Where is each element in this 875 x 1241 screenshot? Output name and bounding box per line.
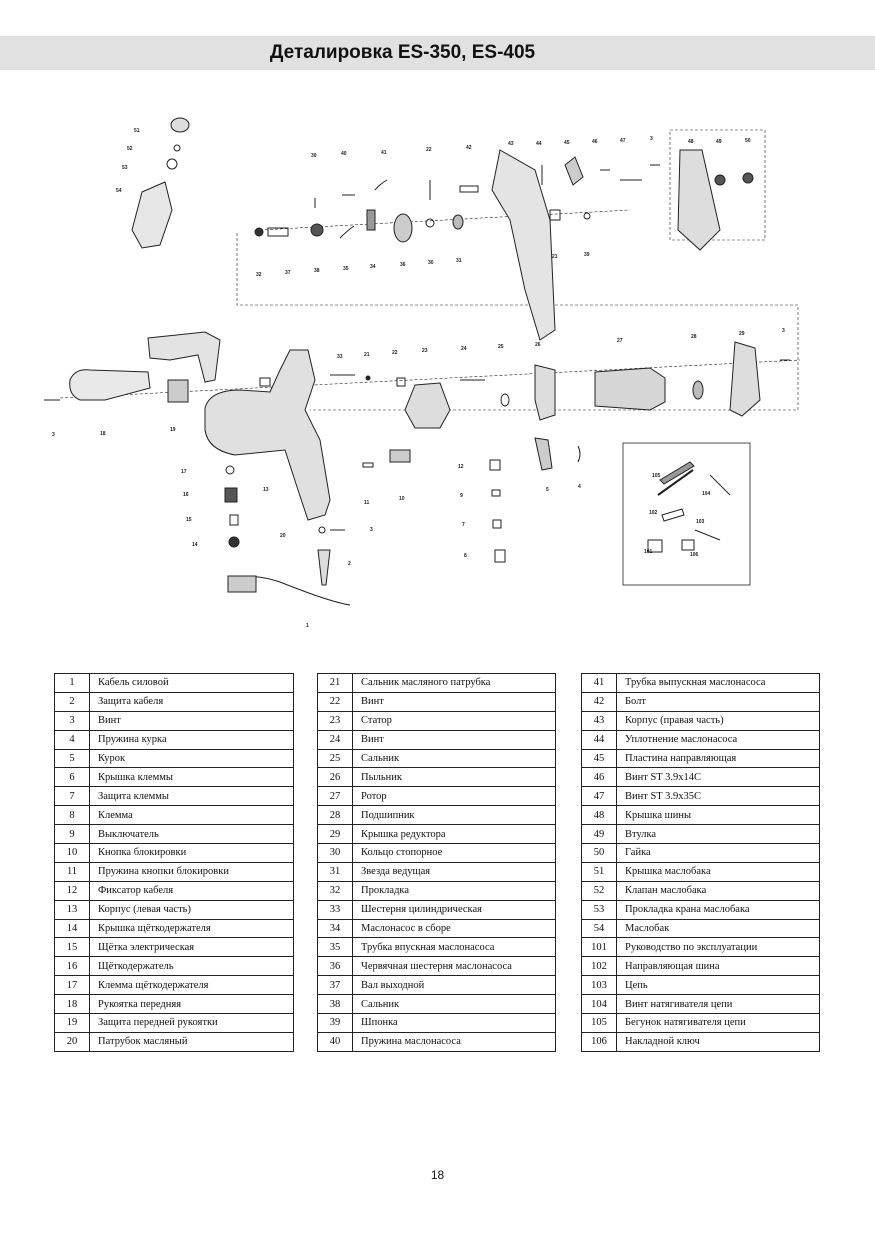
part-name: Прокладка крана маслобака [617, 900, 820, 919]
diagram-label-12: 12 [458, 464, 464, 470]
diagram-label-8: 8 [464, 553, 467, 559]
diagram-label-25: 25 [498, 344, 504, 350]
part-name: Крышка редуктора [353, 825, 556, 844]
diagram-label-30b: 30 [428, 260, 434, 266]
table-row [582, 938, 820, 957]
part-number: 16 [55, 957, 90, 976]
diagram-label-21b: 21 [364, 352, 370, 358]
part-number: 39 [318, 1014, 353, 1033]
part-name: Крышка щёткодержателя [90, 919, 294, 938]
diagram-label-23: 23 [422, 348, 428, 354]
part-name: Кнопка блокировки [90, 844, 294, 863]
part-name: Корпус (правая часть) [617, 711, 820, 730]
table-row [582, 711, 820, 730]
part-name: Прокладка [353, 881, 556, 900]
table-row [318, 1032, 556, 1051]
part-name: Маслобак [617, 919, 820, 938]
table-row [55, 919, 294, 938]
part-name: Цепь [617, 976, 820, 995]
part-number: 27 [318, 787, 353, 806]
table-row [55, 825, 294, 844]
table-row [318, 957, 556, 976]
part-number: 103 [582, 976, 617, 995]
part-name: Корпус (левая часть) [90, 900, 294, 919]
table-row [582, 881, 820, 900]
diagram-label-104: 104 [702, 491, 711, 497]
table-row [318, 881, 556, 900]
part-number: 20 [55, 1032, 90, 1051]
diagram-label-32: 32 [256, 272, 262, 278]
part-number: 10 [55, 844, 90, 863]
diagram-label-48: 48 [688, 139, 694, 145]
parts-table-2 [317, 673, 556, 1052]
diagram-label-3b: 3 [782, 328, 785, 334]
part-number: 105 [582, 1014, 617, 1033]
table-row [55, 862, 294, 881]
table-row [318, 806, 556, 825]
diagram-label-11: 11 [364, 500, 370, 506]
part-number: 106 [582, 1032, 617, 1051]
diagram-label-17: 17 [181, 469, 187, 475]
diagram-label-10: 10 [399, 496, 405, 502]
part-name: Винт [90, 711, 294, 730]
part-name: Сальник [353, 749, 556, 768]
diagram-label-29: 29 [739, 331, 745, 337]
part-name: Курок [90, 749, 294, 768]
part-number: 15 [55, 938, 90, 957]
diagram-label-16: 16 [183, 492, 189, 498]
table-row [55, 692, 294, 711]
part-number: 22 [318, 692, 353, 711]
part-number: 28 [318, 806, 353, 825]
part-name: Направляющая шина [617, 957, 820, 976]
diagram-label-19: 19 [170, 427, 176, 433]
part-number: 6 [55, 768, 90, 787]
table-row [318, 995, 556, 1014]
part-name: Пружина кнопки блокировки [90, 862, 294, 881]
table-row [55, 806, 294, 825]
diagram-label-49: 49 [716, 139, 722, 145]
diagram-label-7: 7 [462, 522, 465, 528]
part-name: Патрубок масляный [90, 1032, 294, 1051]
diagram-label-3c: 3 [52, 432, 55, 438]
table-row [582, 844, 820, 863]
part-number: 51 [582, 862, 617, 881]
part-name: Статор [353, 711, 556, 730]
part-name: Кольцо стопорное [353, 844, 556, 863]
part-number: 35 [318, 938, 353, 957]
table-row [55, 938, 294, 957]
part-name: Винт [353, 692, 556, 711]
diagram-label-46: 46 [592, 139, 598, 145]
part-name: Ротор [353, 787, 556, 806]
part-number: 47 [582, 787, 617, 806]
diagram-label-4: 4 [578, 484, 581, 490]
part-name: Клапан маслобака [617, 881, 820, 900]
table-row [318, 900, 556, 919]
part-name: Крышка маслобака [617, 862, 820, 881]
part-number: 49 [582, 825, 617, 844]
part-name: Фиксатор кабеля [90, 881, 294, 900]
part-number: 45 [582, 749, 617, 768]
diagram-label-50: 50 [745, 138, 751, 144]
table-row [582, 730, 820, 749]
diagram-label-13: 13 [263, 487, 269, 493]
diagram-label-1: 1 [306, 623, 309, 629]
diagram-label-41: 41 [381, 150, 387, 156]
part-number: 104 [582, 995, 617, 1014]
part-name: Защита передней рукоятки [90, 1014, 294, 1033]
table-row [318, 768, 556, 787]
part-name: Пружина курка [90, 730, 294, 749]
part-name: Винт натягивателя цепи [617, 995, 820, 1014]
part-number: 32 [318, 881, 353, 900]
diagram-label-21a: 21 [552, 254, 558, 260]
part-name: Бегунок натягивателя цепи [617, 1014, 820, 1033]
diagram-label-43: 43 [508, 141, 514, 147]
part-number: 24 [318, 730, 353, 749]
table-row [318, 749, 556, 768]
table-row [55, 787, 294, 806]
table-row [55, 844, 294, 863]
part-number: 12 [55, 881, 90, 900]
part-name: Щёткодержатель [90, 957, 294, 976]
diagram-label-47: 47 [620, 138, 626, 144]
table-row [318, 976, 556, 995]
part-name: Крышка шины [617, 806, 820, 825]
part-number: 54 [582, 919, 617, 938]
table-row [582, 862, 820, 881]
part-number: 9 [55, 825, 90, 844]
table-row [318, 1014, 556, 1033]
table-row [55, 900, 294, 919]
part-number: 102 [582, 957, 617, 976]
table-row [55, 881, 294, 900]
diagram-label-54: 54 [116, 188, 122, 194]
table-row [55, 1032, 294, 1051]
table-row [582, 1032, 820, 1051]
diagram-label-52: 52 [127, 146, 133, 152]
diagram-label-35: 35 [343, 266, 349, 272]
part-name: Маслонасос в сборе [353, 919, 556, 938]
part-name: Кабель силовой [90, 674, 294, 693]
diagram-label-2: 2 [348, 561, 351, 567]
part-name: Шестерня цилиндрическая [353, 900, 556, 919]
diagram-label-27: 27 [617, 338, 623, 344]
part-number: 31 [318, 862, 353, 881]
part-number: 26 [318, 768, 353, 787]
table-row [582, 692, 820, 711]
part-number: 23 [318, 711, 353, 730]
part-name: Уплотнение маслонасоса [617, 730, 820, 749]
diagram-label-38a: 38 [314, 268, 320, 274]
diagram-label-102: 102 [649, 510, 658, 516]
table-row [582, 900, 820, 919]
parts-table-1 [54, 673, 294, 1052]
diagram-label-18: 18 [100, 431, 106, 437]
part-number: 33 [318, 900, 353, 919]
part-number: 14 [55, 919, 90, 938]
part-number: 43 [582, 711, 617, 730]
part-number: 4 [55, 730, 90, 749]
diagram-label-44: 44 [536, 141, 542, 147]
part-number: 38 [318, 995, 353, 1014]
table-row [318, 938, 556, 957]
part-name: Руководство по эксплуатации [617, 938, 820, 957]
table-row [582, 749, 820, 768]
table-row [582, 995, 820, 1014]
part-number: 48 [582, 806, 617, 825]
part-name: Клемма щёткодержателя [90, 976, 294, 995]
part-name: Втулка [617, 825, 820, 844]
diagram-label-101: 101 [644, 549, 653, 555]
page-number: 18 [430, 1168, 445, 1182]
diagram-label-106: 106 [690, 552, 699, 558]
diagram-label-24: 24 [461, 346, 467, 352]
part-name: Защита клеммы [90, 787, 294, 806]
part-name: Пластина направляющая [617, 749, 820, 768]
part-name: Винт ST 3.9x14C [617, 768, 820, 787]
table-row [582, 976, 820, 995]
diagram-label-5: 5 [546, 487, 549, 493]
table-row [318, 730, 556, 749]
part-name: Сальник масляного патрубка [353, 674, 556, 693]
table-row [318, 825, 556, 844]
part-number: 13 [55, 900, 90, 919]
table-row [318, 844, 556, 863]
table-row [318, 919, 556, 938]
diagram-label-105: 105 [652, 473, 661, 479]
part-name: Выключатель [90, 825, 294, 844]
part-name: Винт [353, 730, 556, 749]
table-row [582, 957, 820, 976]
diagram-label-40: 40 [341, 151, 347, 157]
diagram-label-26: 26 [535, 342, 541, 348]
part-name: Щётка электрическая [90, 938, 294, 957]
table-row [55, 730, 294, 749]
part-number: 21 [318, 674, 353, 693]
part-name: Клемма [90, 806, 294, 825]
part-number: 41 [582, 674, 617, 693]
part-number: 17 [55, 976, 90, 995]
table-row [582, 806, 820, 825]
part-number: 40 [318, 1032, 353, 1051]
diagram-label-28: 28 [691, 334, 697, 340]
diagram-label-53: 53 [122, 165, 128, 171]
part-name: Рукоятка передняя [90, 995, 294, 1014]
table-row [55, 957, 294, 976]
diagram-label-15: 15 [186, 517, 192, 523]
part-name: Винт ST 3.9x35C [617, 787, 820, 806]
part-name: Сальник [353, 995, 556, 1014]
parts-table-3 [581, 673, 820, 1052]
part-number: 7 [55, 787, 90, 806]
part-number: 52 [582, 881, 617, 900]
table-row [318, 862, 556, 881]
part-number: 18 [55, 995, 90, 1014]
part-name: Вал выходной [353, 976, 556, 995]
part-name: Трубка впускная маслонасоса [353, 938, 556, 957]
part-number: 46 [582, 768, 617, 787]
part-number: 34 [318, 919, 353, 938]
table-row [582, 768, 820, 787]
part-name: Звезда ведущая [353, 862, 556, 881]
diagram-label-30a: 30 [311, 153, 317, 159]
part-number: 53 [582, 900, 617, 919]
diagram-label-9: 9 [460, 493, 463, 499]
table-row [55, 711, 294, 730]
part-number: 5 [55, 749, 90, 768]
table-row [582, 787, 820, 806]
part-number: 2 [55, 692, 90, 711]
diagram-label-3a: 3 [650, 136, 653, 142]
table-row [582, 674, 820, 693]
table-row [55, 995, 294, 1014]
title-bar [0, 36, 875, 70]
page-title: Деталировка ES-350, ES-405 [269, 42, 536, 63]
table-row [55, 1014, 294, 1033]
part-name: Защита кабеля [90, 692, 294, 711]
table-row [318, 692, 556, 711]
table-row [55, 749, 294, 768]
diagram-label-22a: 22 [426, 147, 432, 153]
table-row [318, 711, 556, 730]
part-name: Гайка [617, 844, 820, 863]
part-number: 50 [582, 844, 617, 863]
part-number: 37 [318, 976, 353, 995]
part-number: 42 [582, 692, 617, 711]
part-number: 3 [55, 711, 90, 730]
part-number: 30 [318, 844, 353, 863]
part-name: Шпонка [353, 1014, 556, 1033]
part-number: 8 [55, 806, 90, 825]
table-row [55, 674, 294, 693]
diagram-label-45: 45 [564, 140, 570, 146]
part-name: Пыльник [353, 768, 556, 787]
table-row [55, 768, 294, 787]
diagram-label-39: 39 [584, 252, 590, 258]
part-number: 11 [55, 862, 90, 881]
diagram-label-14: 14 [192, 542, 198, 548]
diagram-label-42: 42 [466, 145, 472, 151]
part-name: Крышка клеммы [90, 768, 294, 787]
exploded-parts-diagram [30, 110, 830, 640]
part-name: Червячная шестерня маслонасоса [353, 957, 556, 976]
part-number: 19 [55, 1014, 90, 1033]
part-name: Пружина маслонасоса [353, 1032, 556, 1051]
part-number: 1 [55, 674, 90, 693]
diagram-label-33: 33 [337, 354, 343, 360]
table-row [582, 825, 820, 844]
diagram-label-36: 36 [400, 262, 406, 268]
diagram-label-37: 37 [285, 270, 291, 276]
part-number: 101 [582, 938, 617, 957]
part-name: Подшипник [353, 806, 556, 825]
part-number: 44 [582, 730, 617, 749]
diagram-label-51: 51 [134, 128, 140, 134]
diagram-label-31: 31 [456, 258, 462, 264]
diagram-label-3d: 3 [370, 527, 373, 533]
diagram-label-34: 34 [370, 264, 376, 270]
table-row [318, 674, 556, 693]
part-number: 36 [318, 957, 353, 976]
part-number: 29 [318, 825, 353, 844]
table-row [582, 919, 820, 938]
table-row [582, 1014, 820, 1033]
diagram-label-20: 20 [280, 533, 286, 539]
part-name: Накладной ключ [617, 1032, 820, 1051]
part-name: Трубка выпускная маслонасоса [617, 674, 820, 693]
diagram-label-22b: 22 [392, 350, 398, 356]
part-number: 25 [318, 749, 353, 768]
diagram-label-103: 103 [696, 519, 705, 525]
table-row [318, 787, 556, 806]
part-name: Болт [617, 692, 820, 711]
table-row [55, 976, 294, 995]
